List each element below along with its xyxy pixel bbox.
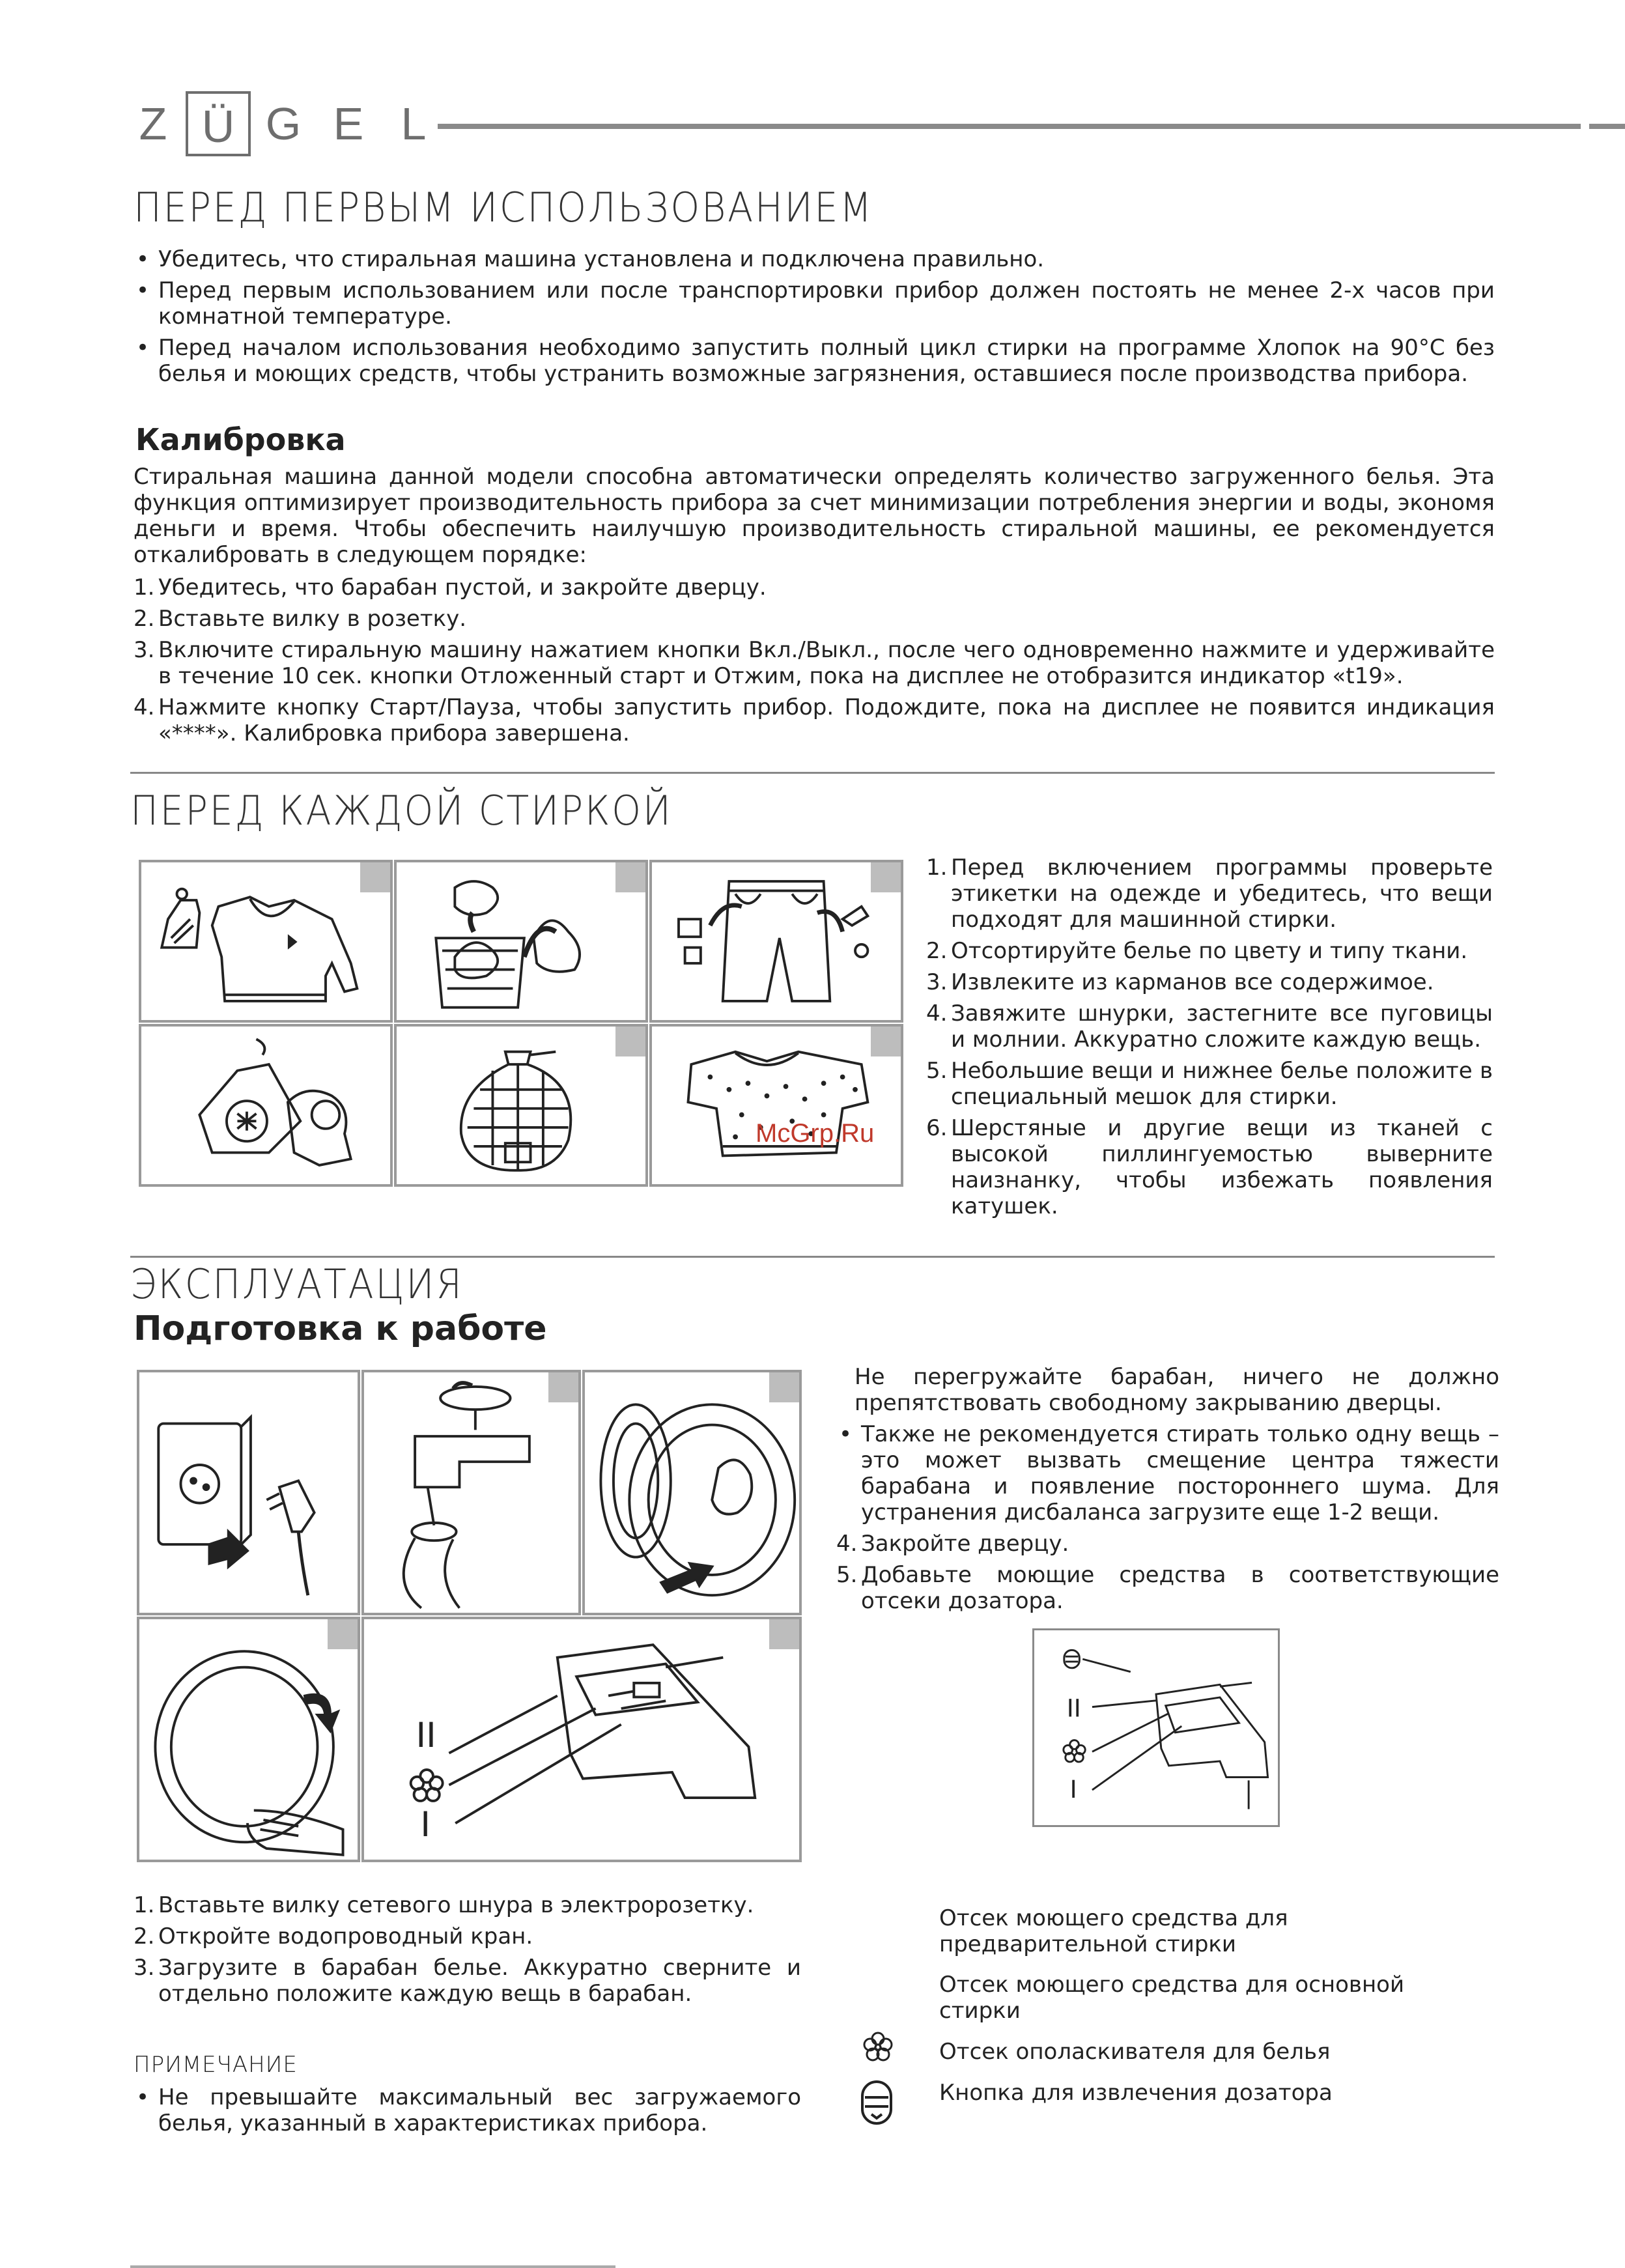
logo-letter: G <box>265 98 302 149</box>
step-text: Шерстяные и другие вещи из тканей с высокой пиллингуемостью выверните наизнанку, чтобы избежать появления катушек. <box>951 1115 1493 1219</box>
list-item: 4. Закройте дверцу. <box>836 1531 1069 1557</box>
list-item: • Перед началом использования необходимо запустить полный цикл стирки на программе Хлопок на 90°С без белья и моющих средств, чтобы устранить возможные загрязнения, оставшиеся после производства прибора. <box>134 335 1495 387</box>
section-title-operation: ЭКСПЛУАТАЦИЯ <box>130 1260 464 1308</box>
list-item: 6. Шерстяные и другие вещи из тканей с высокой пиллингуемостью выверните наизнанку, чтобы избежать появления катушек. <box>926 1115 1493 1219</box>
illustration-detergent-drawer <box>361 1617 802 1862</box>
calibration-title: Калибровка <box>135 422 346 457</box>
watermark: McGrp.Ru <box>756 1119 875 1148</box>
flower-icon <box>860 2028 896 2065</box>
step-text: Вставьте вилку сетевого шнура в электророзетку. <box>158 1892 754 1918</box>
detail-label-main: II <box>1066 1694 1081 1723</box>
before-wash-steps <box>926 855 1493 1225</box>
calibration-intro: Стиральная машина данной модели способна автоматически определять количество загруженного белья. Эта функция оптимизирует производительность прибора за счет минимизации потребления энергии и воды, экономя деньги и время. Чтобы обеспечить наилучшую производительность стиральной машины, ее рекомендуется откалибровать в следующем порядке: <box>134 464 1495 568</box>
logo-letter: E <box>333 98 364 149</box>
step-text: Убедитесь, что барабан пустой, и закройте дверцу. <box>158 574 767 601</box>
overload-warning: Не перегружайте барабан, ничего не должно препятствовать свободному закрыванию дверцы. <box>855 1364 1499 1416</box>
list-item: 3. Загрузите в барабан белье. Аккуратно сверните и отдельно положите каждую вещь в барабан. <box>134 1955 801 2007</box>
dispenser-label-prewash: I <box>420 1804 431 1845</box>
flower-icon <box>411 1770 443 1801</box>
list-item: 3. Извлеките из карманов все содержимое. <box>926 969 1434 995</box>
legend-softener: Отсек ополаскивателя для белья <box>939 2039 1331 2065</box>
header-rule <box>438 124 1581 129</box>
step-text: Добавьте моющие средства в соответствующие отсеки дозатора. <box>861 1562 1499 1614</box>
list-item: 1. Вставьте вилку сетевого шнура в электророзетку. <box>134 1892 754 1918</box>
list-item: • Перед первым использованием или после транспортировки прибор должен постоять не менее 2-х часов при комнатной температуре. <box>134 277 1495 330</box>
illustration-sort-laundry <box>394 860 648 1023</box>
dispenser-label-main: II <box>416 1715 436 1755</box>
note-title: ПРИМЕЧАНИЕ <box>134 2052 298 2078</box>
legend-prewash: Отсек моющего средства для предварительной стирки <box>939 1905 1288 1957</box>
step-text: Небольшие вещи и нижнее белье положите в специальный мешок для стирки. <box>951 1058 1493 1110</box>
detail-label-prewash: I <box>1069 1774 1077 1804</box>
illustration-water-tap <box>361 1370 581 1615</box>
calibration-steps <box>134 574 1495 752</box>
illustration-laundry-bag <box>394 1024 648 1187</box>
illustration-dispenser-detail <box>1032 1628 1280 1827</box>
legend-main: Отсек моющего средства для основной стирки <box>939 1972 1405 2024</box>
list-item: 2. Вставьте вилку в розетку. <box>134 606 467 632</box>
list-item: • Также не рекомендуется стирать только одну вещь – это может вызвать смещение центра тяжести барабана и появление постороннего шума. Для устранения дисбаланса загрузите еще 1-2 вещи. <box>836 1421 1499 1525</box>
list-item: 1. Перед включением программы проверьте этикетки на одежде и убедитесь, что вещи подходят для машинной стирки. <box>926 855 1493 933</box>
brand-logo <box>120 91 446 156</box>
illustration-tie-laces <box>139 1024 393 1187</box>
section-divider <box>130 1256 1495 1258</box>
list-item: 5. Добавьте моющие средства в соответствующие отсеки дозатора. <box>836 1562 1499 1614</box>
step-text: Завяжите шнурки, застегните все пуговицы и молнии. Аккуратно сложите каждую вещь. <box>951 1000 1493 1053</box>
illustration-care-label <box>139 860 393 1023</box>
step-text: Перед включением программы проверьте этикетки на одежде и убедитесь, что вещи подходят для машинной стирки. <box>951 855 1493 933</box>
preparation-steps <box>134 1892 801 2012</box>
list-item: 2. Откройте водопроводный кран. <box>134 1923 533 1949</box>
list-item: 4. Нажмите кнопку Старт/Пауза, чтобы запустить прибор. Подождите, пока на дисплее не появится индикация «****». Калибровка прибора завершена. <box>134 694 1495 746</box>
first-use-bullets <box>134 246 1495 392</box>
list-item: 2. Отсортируйте белье по цвету и типу ткани. <box>926 938 1468 964</box>
logo-letter: Ü <box>186 91 251 156</box>
list-item: 5. Небольшие вещи и нижнее белье положите в специальный мешок для стирки. <box>926 1058 1493 1110</box>
header-rule-end <box>1589 124 1625 129</box>
step-text: Загрузите в барабан белье. Аккуратно сверните и отдельно положите каждую вещь в барабан. <box>158 1955 801 2007</box>
section-title-before-wash: ПЕРЕД КАЖДОЙ СТИРКОЙ <box>130 787 673 834</box>
release-button-icon <box>858 2077 895 2129</box>
logo-letter: Z <box>139 98 167 149</box>
step-text: Извлеките из карманов все содержимое. <box>951 969 1434 995</box>
illustration-plug-socket <box>137 1370 360 1615</box>
note-body <box>134 2084 801 2142</box>
list-item: 4. Завяжите шнурки, застегните все пуговицы и молнии. Аккуратно сложите каждую вещь. <box>926 1000 1493 1053</box>
list-item: • Не превышайте максимальный вес загружаемого белья, указанный в характеристиках прибора. <box>134 2084 801 2136</box>
step-text: Отсортируйте белье по цвету и типу ткани. <box>951 938 1468 964</box>
section-divider <box>130 772 1495 774</box>
illustration-load-drum <box>582 1370 802 1615</box>
list-item: • Убедитесь, что стиральная машина установлена и подключена правильно. <box>134 246 1495 272</box>
logo-letter: L <box>401 98 427 149</box>
illustration-inside-out <box>649 1024 903 1187</box>
list-item: 3. Включите стиральную машину нажатием кнопки Вкл./Выкл., после чего одновременно нажмите и удерживайте в течение 10 сек. кнопки Отложенный старт и Отжим, пока на дисплее не отобразится индикатор «t19». <box>134 637 1495 689</box>
illustration-close-door <box>137 1617 360 1862</box>
step-text: Откройте водопроводный кран. <box>158 1923 533 1949</box>
illustration-empty-pockets <box>649 860 903 1023</box>
section-title-first-use: ПЕРЕД ПЕРВЫМ ИСПОЛЬЗОВАНИЕМ <box>134 184 874 231</box>
legend-release-button: Кнопка для извлечения дозатора <box>939 2080 1333 2106</box>
step-text: Включите стиральную машину нажатием кнопки Вкл./Выкл., после чего одновременно нажмите и удерживайте в течение 10 сек. кнопки Отложенный старт и Отжим, пока на дисплее не отобразится индикатор «t19». <box>158 637 1495 689</box>
release-button-icon <box>1064 1650 1080 1667</box>
operation-right-text <box>836 1364 1499 1619</box>
step-text: Закройте дверцу. <box>861 1531 1069 1557</box>
flower-icon <box>1064 1740 1085 1762</box>
list-item: 1. Убедитесь, что барабан пустой, и закройте дверцу. <box>134 574 767 601</box>
step-text: Нажмите кнопку Старт/Пауза, чтобы запустить прибор. Подождите, пока на дисплее не появится индикация «****». Калибровка прибора завершена. <box>158 694 1495 746</box>
footer-rule <box>130 2265 615 2268</box>
step-text: Вставьте вилку в розетку. <box>158 606 467 632</box>
preparation-title: Подготовка к работе <box>134 1309 547 1348</box>
